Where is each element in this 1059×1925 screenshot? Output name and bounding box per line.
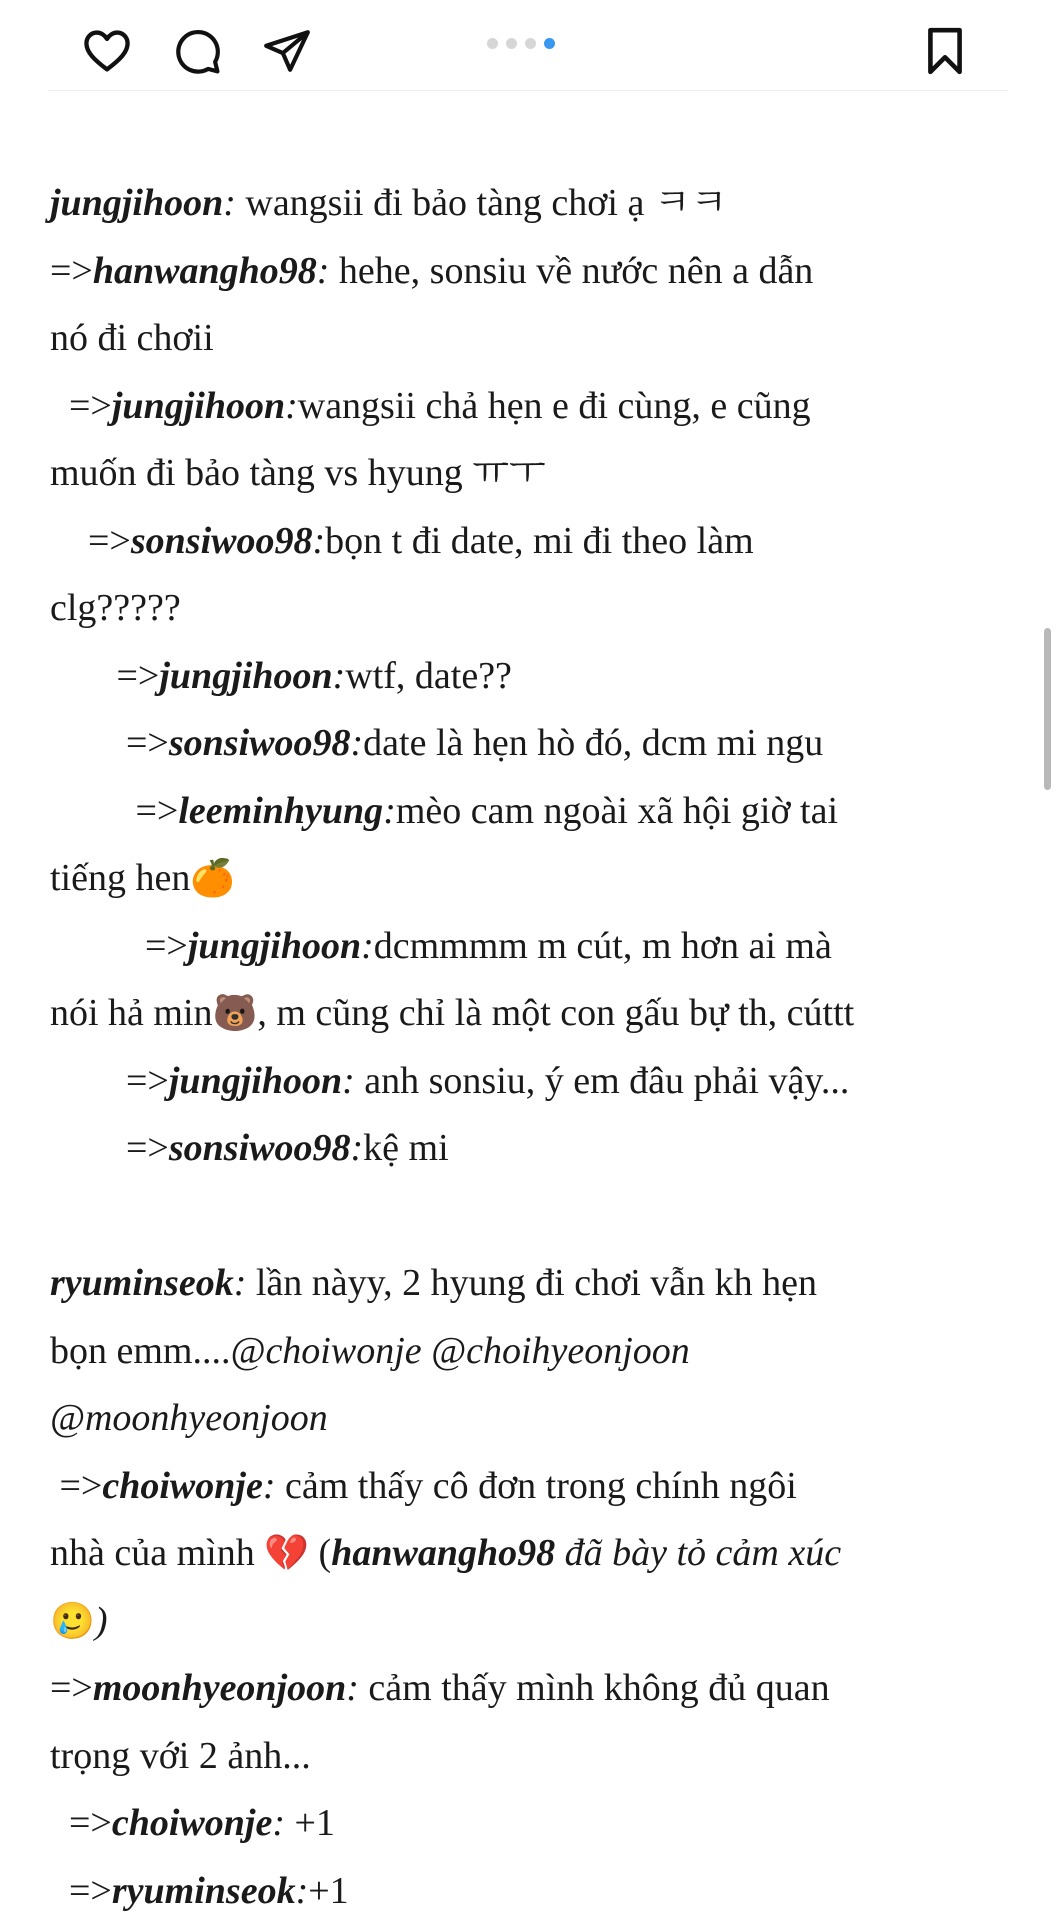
comment-text: lần nàyy, 2 hyung đi chơi vẫn kh hẹn [246, 1262, 817, 1304]
comment-line [50, 1790, 1030, 1858]
username[interactable]: jungjihoon [188, 925, 361, 967]
comment-line [50, 373, 1030, 441]
comment-text: trọng với 2 ảnh... [50, 1735, 311, 1777]
comment-text: nói hả min [50, 992, 213, 1034]
emoji-icon: 🐻 [213, 993, 258, 1034]
comment-text: clg????? [50, 587, 181, 629]
comment-text: kệ mi [363, 1127, 448, 1169]
comment-text: date là hẹn hò đó, dcm mi ngu [363, 722, 823, 764]
comment-line [50, 508, 1030, 576]
carousel-indicator [487, 38, 555, 49]
username[interactable]: sonsiwoo98 [169, 1127, 351, 1169]
reply-arrow: => [50, 1667, 93, 1709]
emoji-icon: 🥲 [50, 1601, 95, 1642]
username-separator: : [317, 250, 330, 292]
username-separator: : [351, 722, 364, 764]
carousel-dot [525, 38, 536, 49]
comment-line [50, 170, 1030, 238]
username[interactable]: jungjihoon [159, 655, 332, 697]
share-icon[interactable] [258, 22, 316, 80]
carousel-dot [487, 38, 498, 49]
comment-text: nó đi chơii [50, 317, 214, 359]
mention-text: @choiwonje @choihyeonjoon [230, 1330, 689, 1372]
comment-line [50, 913, 1030, 981]
reply-arrow: => [50, 1465, 102, 1507]
comment-continuation [50, 980, 1030, 1048]
comment-line [50, 643, 1030, 711]
username-separator: : [296, 1870, 309, 1912]
comment-continuation [50, 1385, 1030, 1453]
comment-line [50, 238, 1030, 306]
username[interactable]: jungjihoon [169, 1060, 342, 1102]
reply-arrow: => [50, 1127, 169, 1169]
emoji-icon: 💔 [264, 1533, 309, 1574]
comment-icon[interactable] [168, 22, 226, 80]
heart-icon[interactable] [78, 22, 136, 80]
username-separator: : [234, 1262, 247, 1304]
reply-arrow: => [50, 655, 159, 697]
comment-line [50, 1858, 1030, 1925]
comment-text: wangsii chả hẹn e đi cùng, e cũng [298, 385, 811, 427]
carousel-dot [506, 38, 517, 49]
blank-line [50, 1183, 1030, 1251]
comment-text: +1 [308, 1870, 348, 1912]
comment-text: bọn t đi date, mi đi theo làm [325, 520, 753, 562]
comment-text: muốn đi bảo tàng vs hyung ㅠㅜ [50, 452, 546, 494]
comment-text: anh sonsiu, ý em đâu phải vậy... [355, 1060, 850, 1102]
username[interactable]: jungjihoon [112, 385, 285, 427]
comment-line [50, 1250, 1030, 1318]
comment-text: cảm thấy cô đơn trong chính ngôi [276, 1465, 797, 1507]
username-separator: : [361, 925, 374, 967]
reply-arrow: => [50, 520, 131, 562]
username-separator: : [272, 1802, 285, 1844]
username[interactable]: choiwonje [112, 1802, 272, 1844]
comment-continuation [50, 1588, 1030, 1656]
username-separator: : [333, 655, 346, 697]
scrollbar[interactable] [1044, 628, 1051, 790]
comment-text: bọn emm.... [50, 1330, 230, 1372]
username[interactable]: jungjihoon [50, 182, 223, 224]
comment-text: dcmmmm m cút, m hơn ai mà [374, 925, 832, 967]
comment-text: tiếng hen [50, 857, 190, 899]
comment-line [50, 778, 1030, 846]
username[interactable]: ryuminseok [50, 1262, 234, 1304]
comment-text: cảm thấy mình không đủ quan [359, 1667, 830, 1709]
carousel-dot-active [544, 38, 555, 49]
comment-text: mèo cam ngoài xã hội giờ tai [396, 790, 838, 832]
comment-continuation [50, 1318, 1030, 1386]
comment-line [50, 1453, 1030, 1521]
username[interactable]: hanwangho98 [331, 1532, 555, 1574]
comment-text: nhà của mình [50, 1532, 264, 1574]
comment-text: wtf, date?? [345, 655, 512, 697]
username[interactable]: hanwangho98 [93, 250, 317, 292]
comment-line [50, 1115, 1030, 1183]
comment-line [50, 710, 1030, 778]
toolbar-divider [48, 90, 1008, 91]
comment-text: ( [309, 1532, 331, 1574]
username-separator: : [383, 790, 396, 832]
comment-line [50, 1655, 1030, 1723]
username-separator: : [351, 1127, 364, 1169]
comment-continuation [50, 845, 1030, 913]
comment-text: hehe, sonsiu về nước nên a dẫn [329, 250, 813, 292]
username-separator: : [285, 385, 298, 427]
comment-continuation [50, 575, 1030, 643]
mention-text: đã bày tỏ cảm xúc [555, 1532, 841, 1574]
username[interactable]: choiwonje [102, 1465, 262, 1507]
username[interactable]: ryuminseok [112, 1870, 296, 1912]
reply-arrow: => [50, 722, 169, 764]
comment-text: +1 [285, 1802, 335, 1844]
username-separator: : [263, 1465, 276, 1507]
reply-arrow: => [50, 925, 188, 967]
reply-arrow: => [50, 1060, 169, 1102]
comment-text: , m cũng chỉ là một con gấu bự th, cúttt [257, 992, 854, 1034]
username[interactable]: sonsiwoo98 [131, 520, 313, 562]
reply-arrow: => [50, 385, 112, 427]
mention-text: @moonhyeonjoon [50, 1397, 328, 1439]
username-separator: : [342, 1060, 355, 1102]
emoji-icon: 🍊 [190, 858, 235, 899]
post-action-bar [0, 0, 1059, 95]
reply-arrow: => [50, 790, 178, 832]
username[interactable]: sonsiwoo98 [169, 722, 351, 764]
username[interactable]: leeminhyung [178, 790, 383, 832]
comment-continuation [50, 440, 1030, 508]
username-separator: : [313, 520, 326, 562]
reply-arrow: => [50, 250, 93, 292]
username-separator: : [223, 182, 236, 224]
username-separator: : [346, 1667, 359, 1709]
comment-continuation [50, 1723, 1030, 1791]
comment-line [50, 1048, 1030, 1116]
comment-continuation [50, 1520, 1030, 1588]
comment-thread [50, 170, 1030, 1925]
comment-text: wangsii đi bảo tàng chơi ạ ㅋㅋ [236, 182, 727, 224]
reply-arrow: => [50, 1870, 112, 1912]
bookmark-icon[interactable] [916, 22, 974, 80]
reply-arrow: => [50, 1802, 112, 1844]
comment-continuation [50, 305, 1030, 373]
mention-text: ) [95, 1600, 108, 1642]
username[interactable]: moonhyeonjoon [93, 1667, 346, 1709]
